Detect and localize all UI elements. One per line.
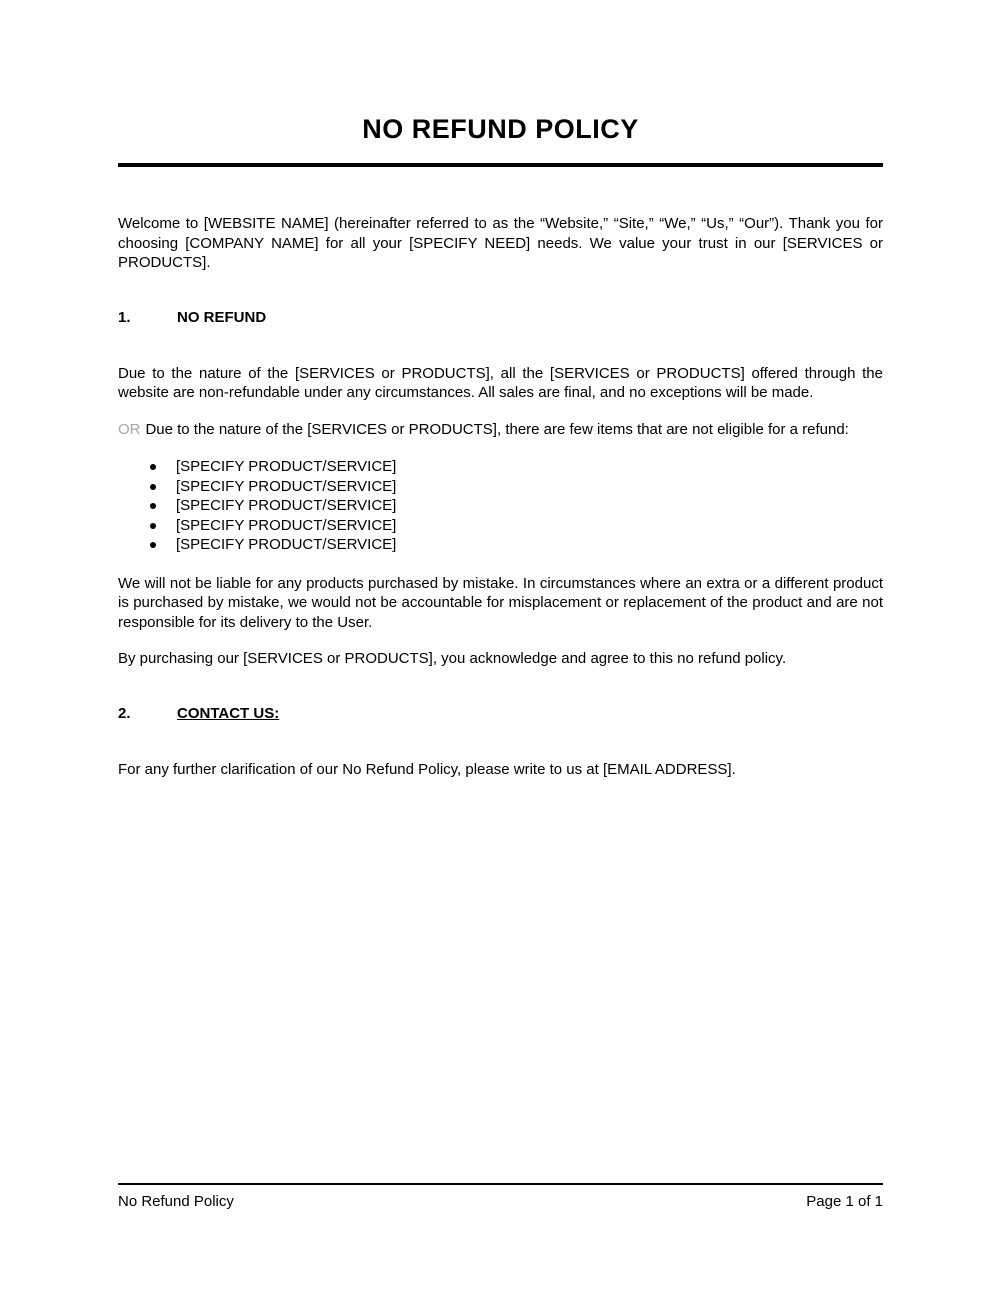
list-item: [SPECIFY PRODUCT/SERVICE]	[118, 496, 883, 516]
footer-document-name: No Refund Policy	[118, 1193, 234, 1210]
list-item: [SPECIFY PRODUCT/SERVICE]	[118, 457, 883, 477]
page-footer	[118, 1183, 883, 1211]
section-1-heading	[118, 308, 883, 328]
footer-page-number: Page 1 of 1	[806, 1193, 883, 1210]
section-1-number: 1.	[118, 308, 131, 326]
section-1-paragraph-2: We will not be liable for any products purchased by mistake. In circumstances where an extra or a different product is purchased by mistake, we would not be accountable for misplacement or replacement of the product and are not responsible for its delivery to the User.	[118, 574, 883, 631]
intro-paragraph: Welcome to [WEBSITE NAME] (hereinafter referred to as the “Website,” “Site,” “We,” “Us,” “Our”). Thank you for choosing [COMPANY NAME] for all your [SPECIFY NEED] needs. We value your trust in our [SERVICES or PRODUCTS].	[118, 215, 883, 271]
section-2-paragraph: For any further clarification of our No Refund Policy, please write to us at [EMAIL ADDRESS].	[118, 760, 736, 778]
excluded-items-list	[118, 457, 883, 555]
section-2-heading	[118, 704, 883, 724]
list-item: [SPECIFY PRODUCT/SERVICE]	[118, 477, 883, 497]
or-label: OR	[118, 420, 141, 438]
section-1-paragraph-1: Due to the nature of the [SERVICES or PRODUCTS], all the [SERVICES or PRODUCTS] offered through the website are non-refundable under any circumstances. All sales are final, and no exceptions will be made.	[118, 364, 883, 401]
list-item: [SPECIFY PRODUCT/SERVICE]	[118, 516, 883, 536]
page-title: NO REFUND POLICY	[362, 114, 639, 144]
title-divider	[118, 163, 883, 167]
section-2-title: CONTACT US:	[177, 704, 280, 722]
section-1-title: NO REFUND	[177, 308, 267, 326]
section-1-paragraph-3: By purchasing our [SERVICES or PRODUCTS], you acknowledge and agree to this no refund policy.	[118, 650, 787, 668]
footer-divider	[118, 1183, 883, 1185]
section-1-or-paragraph	[118, 420, 883, 440]
list-item: [SPECIFY PRODUCT/SERVICE]	[118, 535, 883, 555]
section-2-number: 2.	[118, 704, 131, 722]
or-paragraph-text: Due to the nature of the [SERVICES or PRODUCTS], there are few items that are not eligible for a refund:	[145, 420, 849, 438]
